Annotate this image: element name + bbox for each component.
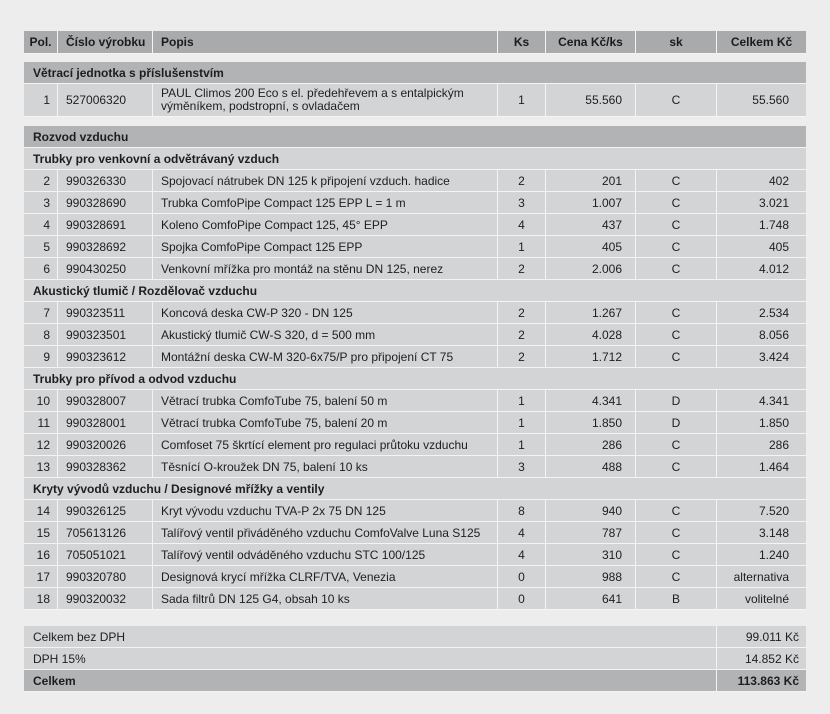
col-ks: Ks <box>498 31 546 53</box>
cell-popis: Trubka ComfoPipe Compact 125 EPP L = 1 m <box>153 192 498 213</box>
cell-cislo: 990430250 <box>58 258 153 279</box>
cell-celkem: 1.240 <box>758 547 789 562</box>
cell-celkem: volitelné <box>744 591 789 606</box>
table-row <box>24 302 806 324</box>
cell-pol: 1 <box>24 84 58 116</box>
cell-cislo: 990320026 <box>58 434 153 455</box>
cell-cislo: 990320780 <box>58 566 153 587</box>
cell-cena: 988 <box>546 566 636 587</box>
table-row <box>24 346 806 368</box>
cell-ks: 3 <box>498 456 546 477</box>
cell-celkem: 402 <box>768 173 789 188</box>
col-cena: Cena Kč/ks <box>546 31 636 53</box>
cell-cislo: 990326125 <box>58 500 153 521</box>
section-title: Větrací jednotka s příslušenstvím <box>24 62 806 84</box>
cell-ks: 1 <box>498 412 546 433</box>
cell-cislo: 705051021 <box>58 544 153 565</box>
cell-pol: 3 <box>24 192 58 213</box>
table-row <box>24 500 806 522</box>
cell-sk: C <box>636 346 717 367</box>
cell-cislo: 527006320 <box>58 84 153 116</box>
cell-pol: 8 <box>24 324 58 345</box>
table-row <box>24 544 806 566</box>
cell-ks: 1 <box>498 84 546 116</box>
cell-cena: 488 <box>546 456 636 477</box>
cell-sk: C <box>636 522 717 543</box>
cell-cislo: 990326330 <box>58 170 153 191</box>
total-net-value: 99.011 Kč <box>745 629 799 644</box>
cell-cena: 2.006 <box>546 258 636 279</box>
cell-sk: D <box>636 412 717 433</box>
cell-ks: 4 <box>498 544 546 565</box>
cell-celkem: 1.748 <box>758 217 789 232</box>
cell-cena: 201 <box>546 170 636 191</box>
grand-total-label: Celkem <box>24 670 717 691</box>
cell-popis: Kryt vývodu vzduchu TVA-P 2x 75 DN 125 <box>153 500 498 521</box>
totals-block <box>24 626 806 692</box>
cell-cena: 787 <box>546 522 636 543</box>
cell-popis: Akustický tlumič CW-S 320, d = 500 mm <box>153 324 498 345</box>
cell-pol: 17 <box>24 566 58 587</box>
cell-ks: 4 <box>498 214 546 235</box>
cell-pol: 15 <box>24 522 58 543</box>
cell-cena: 310 <box>546 544 636 565</box>
cell-pol: 14 <box>24 500 58 521</box>
cell-popis: Spojovací nátrubek DN 125 k připojení vzduch. hadice <box>153 170 498 191</box>
cell-celkem: 7.520 <box>758 503 789 518</box>
cell-ks: 2 <box>498 302 546 323</box>
subsection-title: Trubky pro venkovní a odvětrávaný vzduch <box>24 148 806 170</box>
cell-celkem: 1.464 <box>758 459 789 474</box>
cell-ks: 0 <box>498 588 546 609</box>
group-air-distribution <box>24 126 806 610</box>
cell-celkem: 3.424 <box>758 349 789 364</box>
cell-cena: 1.007 <box>546 192 636 213</box>
cell-ks: 2 <box>498 346 546 367</box>
cell-sk: C <box>636 302 717 323</box>
cell-cena: 55.560 <box>546 84 636 116</box>
cell-celkem: 286 <box>768 437 789 452</box>
cell-sk: C <box>636 544 717 565</box>
cell-cena: 4.028 <box>546 324 636 345</box>
table-row <box>24 566 806 588</box>
cell-cena: 1.850 <box>546 412 636 433</box>
cell-cena: 437 <box>546 214 636 235</box>
subsection-title: Akustický tlumič / Rozdělovač vzduchu <box>24 280 806 302</box>
cell-popis: Koleno ComfoPipe Compact 125, 45° EPP <box>153 214 498 235</box>
total-net-label: Celkem bez DPH <box>24 626 717 647</box>
price-table-header <box>24 31 806 54</box>
cell-cena: 286 <box>546 434 636 455</box>
table-row <box>24 258 806 280</box>
cell-cena: 641 <box>546 588 636 609</box>
header-row <box>24 31 806 54</box>
vat-value: 14.852 Kč <box>744 651 799 666</box>
table-row <box>24 236 806 258</box>
cell-cislo: 990320032 <box>58 588 153 609</box>
cell-ks: 4 <box>498 522 546 543</box>
cell-cislo: 990328362 <box>58 456 153 477</box>
cell-popis: Sada filtrů DN 125 G4, obsah 10 ks <box>153 588 498 609</box>
cell-pol: 6 <box>24 258 58 279</box>
cell-celkem: 55.560 <box>752 93 789 107</box>
cell-sk: C <box>636 566 717 587</box>
cell-popis: Designová krycí mřížka CLRF/TVA, Venezia <box>153 566 498 587</box>
vat-label: DPH 15% <box>24 648 717 669</box>
subsection-title: Kryty vývodů vzduchu / Designové mřížky a ventily <box>24 478 806 500</box>
cell-ks: 2 <box>498 170 546 191</box>
grand-total-row <box>24 670 806 692</box>
col-cislo: Číslo výrobku <box>58 31 153 53</box>
cell-cislo: 705613126 <box>58 522 153 543</box>
table-row <box>24 192 806 214</box>
col-popis: Popis <box>153 31 498 53</box>
cell-ks: 1 <box>498 236 546 257</box>
cell-celkem: 3.148 <box>758 525 789 540</box>
table-row <box>24 84 806 117</box>
cell-pol: 16 <box>24 544 58 565</box>
cell-sk: C <box>636 456 717 477</box>
cell-pol: 2 <box>24 170 58 191</box>
cell-cislo: 990328692 <box>58 236 153 257</box>
cell-celkem: 4.012 <box>758 261 789 276</box>
cell-pol: 5 <box>24 236 58 257</box>
cell-ks: 8 <box>498 500 546 521</box>
cell-sk: C <box>636 236 717 257</box>
cell-cislo: 990328691 <box>58 214 153 235</box>
table-row <box>24 434 806 456</box>
table-row <box>24 214 806 236</box>
cell-sk: C <box>636 84 717 116</box>
cell-celkem: 3.021 <box>758 195 789 210</box>
cell-popis: Koncová deska CW-P 320 - DN 125 <box>153 302 498 323</box>
cell-sk: C <box>636 214 717 235</box>
table-row <box>24 522 806 544</box>
cell-cena: 405 <box>546 236 636 257</box>
cell-pol: 10 <box>24 390 58 411</box>
cell-ks: 1 <box>498 434 546 455</box>
cell-sk: C <box>636 170 717 191</box>
cell-celkem: 1.850 <box>758 415 789 430</box>
section-title: Rozvod vzduchu <box>24 126 806 148</box>
table-row <box>24 170 806 192</box>
cell-sk: C <box>636 434 717 455</box>
cell-cislo: 990323612 <box>58 346 153 367</box>
cell-sk: C <box>636 500 717 521</box>
cell-ks: 2 <box>498 324 546 345</box>
cell-sk: B <box>636 588 717 609</box>
cell-ks: 0 <box>498 566 546 587</box>
cell-sk: C <box>636 324 717 345</box>
cell-pol: 9 <box>24 346 58 367</box>
cell-cena: 940 <box>546 500 636 521</box>
cell-celkem: 2.534 <box>758 305 789 320</box>
cell-popis: Těsnící O-kroužek DN 75, balení 10 ks <box>153 456 498 477</box>
cell-ks: 2 <box>498 258 546 279</box>
cell-popis: Větrací trubka ComfoTube 75, balení 50 m <box>153 390 498 411</box>
cell-celkem: 8.056 <box>758 327 789 342</box>
cell-popis: Talířový ventil odváděného vzduchu STC 100/125 <box>153 544 498 565</box>
cell-pol: 7 <box>24 302 58 323</box>
cell-pol: 4 <box>24 214 58 235</box>
table-row <box>24 456 806 478</box>
col-sk: sk <box>636 31 717 53</box>
total-net-row <box>24 626 806 648</box>
cell-popis: Spojka ComfoPipe Compact 125 EPP <box>153 236 498 257</box>
table-row <box>24 412 806 434</box>
cell-cislo: 990323501 <box>58 324 153 345</box>
cell-cislo: 990328001 <box>58 412 153 433</box>
cell-ks: 1 <box>498 390 546 411</box>
cell-sk: D <box>636 390 717 411</box>
cell-cislo: 990328690 <box>58 192 153 213</box>
table-row <box>24 588 806 610</box>
table-row <box>24 390 806 412</box>
cell-popis: Větrací trubka ComfoTube 75, balení 20 m <box>153 412 498 433</box>
cell-cena: 1.267 <box>546 302 636 323</box>
cell-cislo: 990323511 <box>58 302 153 323</box>
cell-pol: 18 <box>24 588 58 609</box>
subsection-title: Trubky pro přívod a odvod vzduchu <box>24 368 806 390</box>
cell-cena: 1.712 <box>546 346 636 367</box>
table-row <box>24 324 806 346</box>
cell-popis: Comfoset 75 škrtící element pro regulaci průtoku vzduchu <box>153 434 498 455</box>
cell-celkem: 405 <box>768 239 789 254</box>
cell-ks: 3 <box>498 192 546 213</box>
cell-popis: Talířový ventil přiváděného vzduchu ComfoValve Luna S125 <box>153 522 498 543</box>
cell-pol: 13 <box>24 456 58 477</box>
group-ventilation-unit <box>24 62 806 117</box>
cell-popis: PAUL Climos 200 Eco s el. předehřevem a s entalpickým výměníkem, podstropní, s ovladačem <box>153 84 498 116</box>
cell-sk: C <box>636 258 717 279</box>
cell-cena: 4.341 <box>546 390 636 411</box>
cell-pol: 11 <box>24 412 58 433</box>
cell-popis: Venkovní mřížka pro montáž na stěnu DN 125, nerez <box>153 258 498 279</box>
cell-celkem: 4.341 <box>758 393 789 408</box>
cell-pol: 12 <box>24 434 58 455</box>
col-pol: Pol. <box>24 31 58 53</box>
vat-row <box>24 648 806 670</box>
cell-celkem: alternativa <box>733 569 789 584</box>
col-celkem: Celkem Kč <box>730 35 793 49</box>
grand-total-value: 113.863 Kč <box>737 673 799 688</box>
cell-popis: Montážní deska CW-M 320-6x75/P pro připojení CT 75 <box>153 346 498 367</box>
cell-cislo: 990328007 <box>58 390 153 411</box>
cell-sk: C <box>636 192 717 213</box>
